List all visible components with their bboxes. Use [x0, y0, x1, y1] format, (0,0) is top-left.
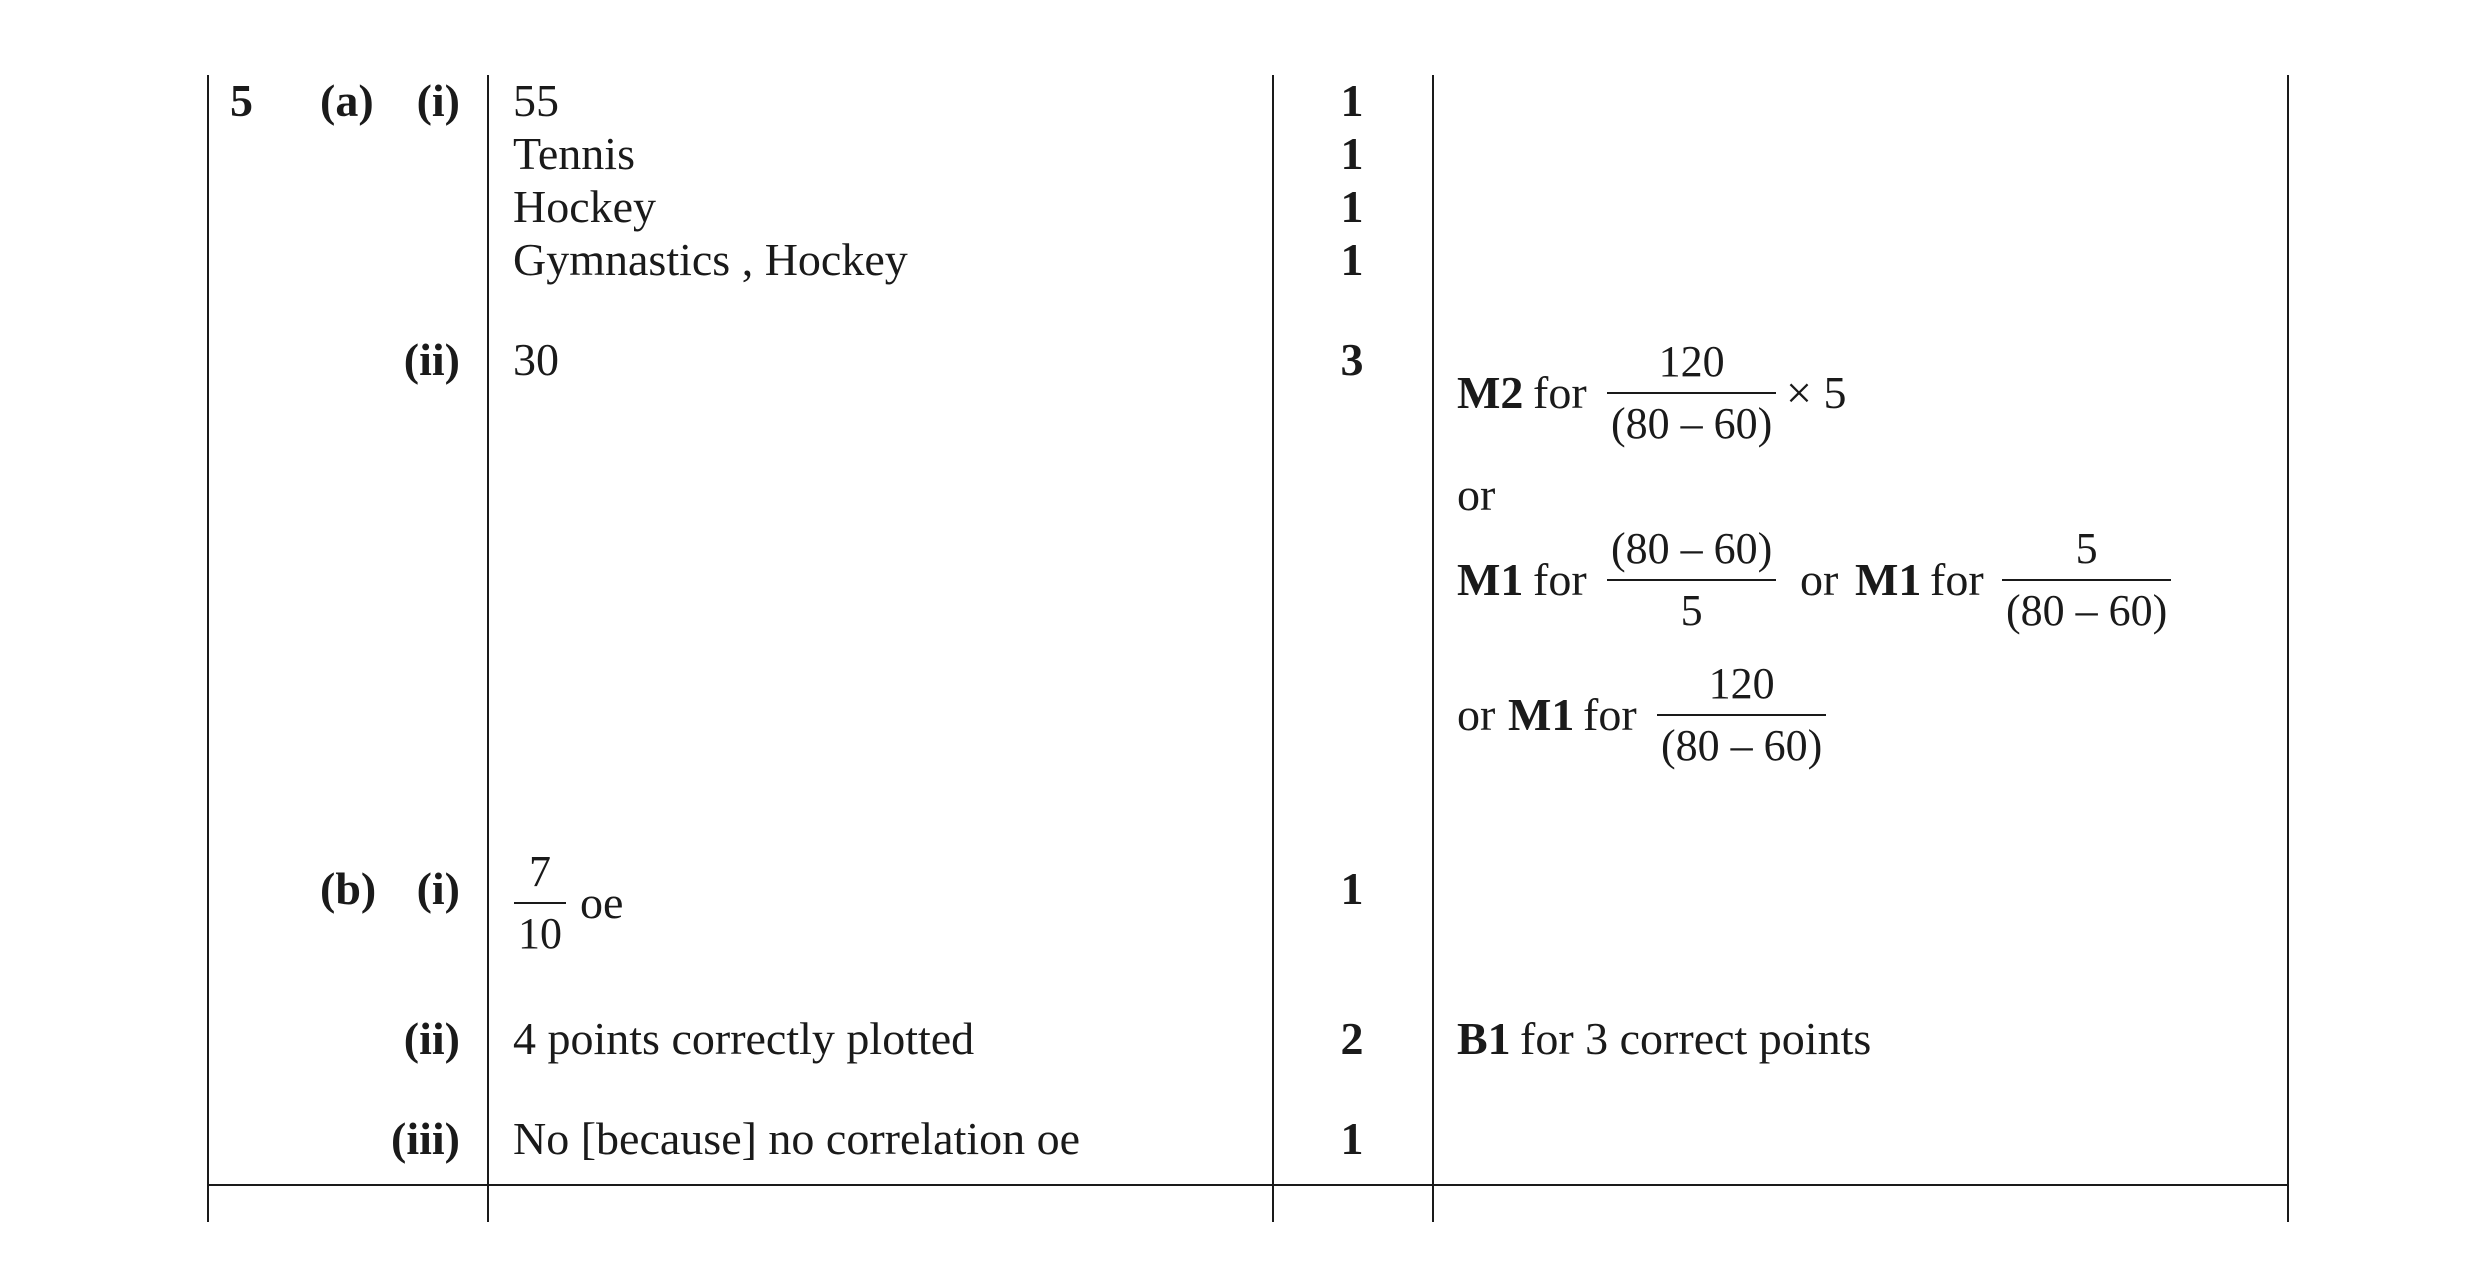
guidance-or-3: or — [1457, 689, 1496, 740]
guidance-for-4: for — [1583, 689, 1637, 740]
mark-a-ii: 3 — [1340, 334, 1364, 385]
answer-b-ii: 4 points correctly plotted — [513, 1013, 975, 1064]
column-divider-guidance — [1432, 75, 1434, 1222]
guidance-m1-1: M1 — [1457, 554, 1524, 605]
guidance-for-1: for — [1533, 367, 1587, 418]
table-border-left — [207, 75, 209, 1222]
answer-a-i-3: Hockey — [513, 181, 657, 232]
part-a-label: (a) — [320, 75, 374, 126]
fraction-7-over-10 — [514, 847, 566, 958]
mark-b-i: 1 — [1340, 863, 1364, 914]
fraction-numerator: 120 — [1708, 659, 1775, 708]
answer-a-i-2: Tennis — [513, 128, 635, 179]
fraction-denominator: (80 – 60) — [1661, 721, 1823, 770]
guidance-for-3: for — [1930, 554, 1984, 605]
fraction-120-over-diff-2 — [1657, 659, 1826, 770]
table-row-separator — [207, 1184, 2289, 1186]
fraction-5-over-diff — [2002, 524, 2171, 635]
mark-b-ii: 2 — [1340, 1013, 1364, 1064]
guidance-or-2: or — [1800, 554, 1839, 605]
guidance-m1-2: M1 — [1855, 554, 1922, 605]
column-divider-marks — [1272, 75, 1274, 1222]
fraction-numerator: (80 – 60) — [1611, 524, 1773, 573]
fraction-numerator: 5 — [2075, 524, 2098, 573]
guidance-b1: B1 — [1457, 1013, 1511, 1064]
table-border-right — [2287, 75, 2289, 1222]
guidance-times-five: × 5 — [1786, 367, 1847, 418]
mark-a-i-4: 1 — [1340, 234, 1364, 285]
fraction-120-over-diff-1 — [1607, 337, 1776, 448]
fraction-denominator: 10 — [518, 909, 562, 958]
sub-ii-label-a: (ii) — [403, 334, 460, 385]
mark-a-i-2: 1 — [1340, 128, 1364, 179]
answer-a-i-4: Gymnastics , Hockey — [513, 234, 908, 285]
guidance-or-1: or — [1457, 469, 1496, 520]
fraction-diff-over-5 — [1607, 524, 1776, 635]
guidance-for-2: for — [1533, 554, 1587, 605]
fraction-numerator: 120 — [1658, 337, 1725, 386]
sub-i-label-b: (i) — [416, 863, 460, 914]
mark-b-iii: 1 — [1340, 1113, 1364, 1164]
fraction-denominator: (80 – 60) — [2006, 586, 2168, 635]
sub-ii-label-b: (ii) — [403, 1013, 460, 1064]
answer-b-i-suffix: oe — [580, 877, 624, 928]
mark-a-i-1: 1 — [1340, 75, 1364, 126]
sub-i-label-a: (i) — [416, 75, 460, 126]
question-number: 5 — [230, 75, 253, 126]
answer-a-i-1: 55 — [513, 75, 559, 126]
answer-a-ii: 30 — [513, 334, 559, 385]
part-b-label: (b) — [320, 863, 377, 914]
mark-a-i-3: 1 — [1340, 181, 1364, 232]
sub-iii-label-b: (iii) — [391, 1113, 460, 1164]
fraction-denominator: 5 — [1680, 586, 1703, 635]
answer-b-iii: No [because] no correlation oe — [513, 1113, 1081, 1164]
guidance-m1-3: M1 — [1508, 689, 1575, 740]
column-divider-answer — [487, 75, 489, 1222]
guidance-m2: M2 — [1457, 367, 1524, 418]
guidance-b-ii-text: for 3 correct points — [1520, 1013, 1872, 1064]
fraction-denominator: (80 – 60) — [1611, 399, 1773, 448]
fraction-numerator: 7 — [529, 847, 551, 896]
